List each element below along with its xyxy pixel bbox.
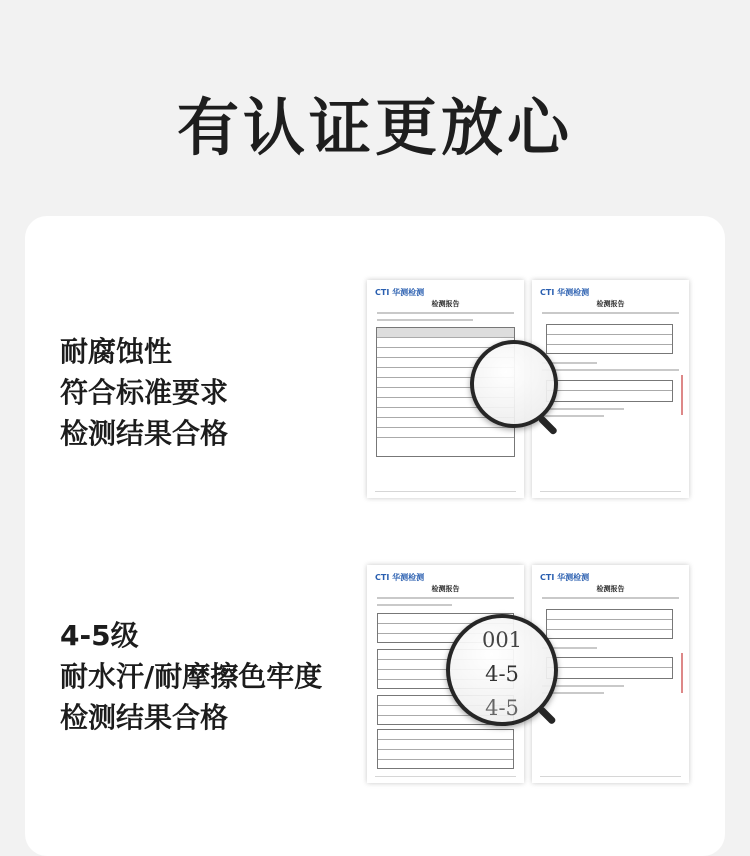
report-title: 检测报告 xyxy=(596,585,625,593)
magnified-value: 001 xyxy=(481,628,523,652)
claim-line: 耐腐蚀性 xyxy=(60,335,173,368)
magnified-value: 4-5 xyxy=(485,696,519,720)
page-headline: 有认证更放心 xyxy=(176,91,573,164)
claim-line: 检测结果合格 xyxy=(60,701,229,734)
report-title: 检测报告 xyxy=(431,300,460,308)
report-title: 检测报告 xyxy=(431,585,460,593)
report-table xyxy=(377,729,514,769)
claim-line: 4-5级 xyxy=(60,619,139,652)
cti-logo: CTI 华测检测 xyxy=(540,288,590,297)
red-seal-mark xyxy=(681,653,683,693)
cti-logo: CTI 华测检测 xyxy=(375,288,425,297)
report-table xyxy=(546,324,673,354)
magnified-value: 4-5 xyxy=(485,662,519,686)
magnifier-glass xyxy=(470,340,558,428)
report-table xyxy=(546,609,673,639)
red-seal-mark xyxy=(681,375,683,415)
claim-line: 符合标准要求 xyxy=(60,376,229,409)
cti-logo: CTI 华测检测 xyxy=(375,573,425,582)
claim-corrosion xyxy=(60,331,228,454)
report-table xyxy=(546,657,673,679)
claim-line: 耐水汗/耐摩擦色牢度 xyxy=(60,660,323,693)
claim-colorfastness xyxy=(60,615,322,738)
report-title: 检测报告 xyxy=(596,300,625,308)
report-table xyxy=(546,380,673,402)
claim-line: 检测结果合格 xyxy=(60,417,229,450)
cti-logo: CTI 华测检测 xyxy=(540,573,590,582)
